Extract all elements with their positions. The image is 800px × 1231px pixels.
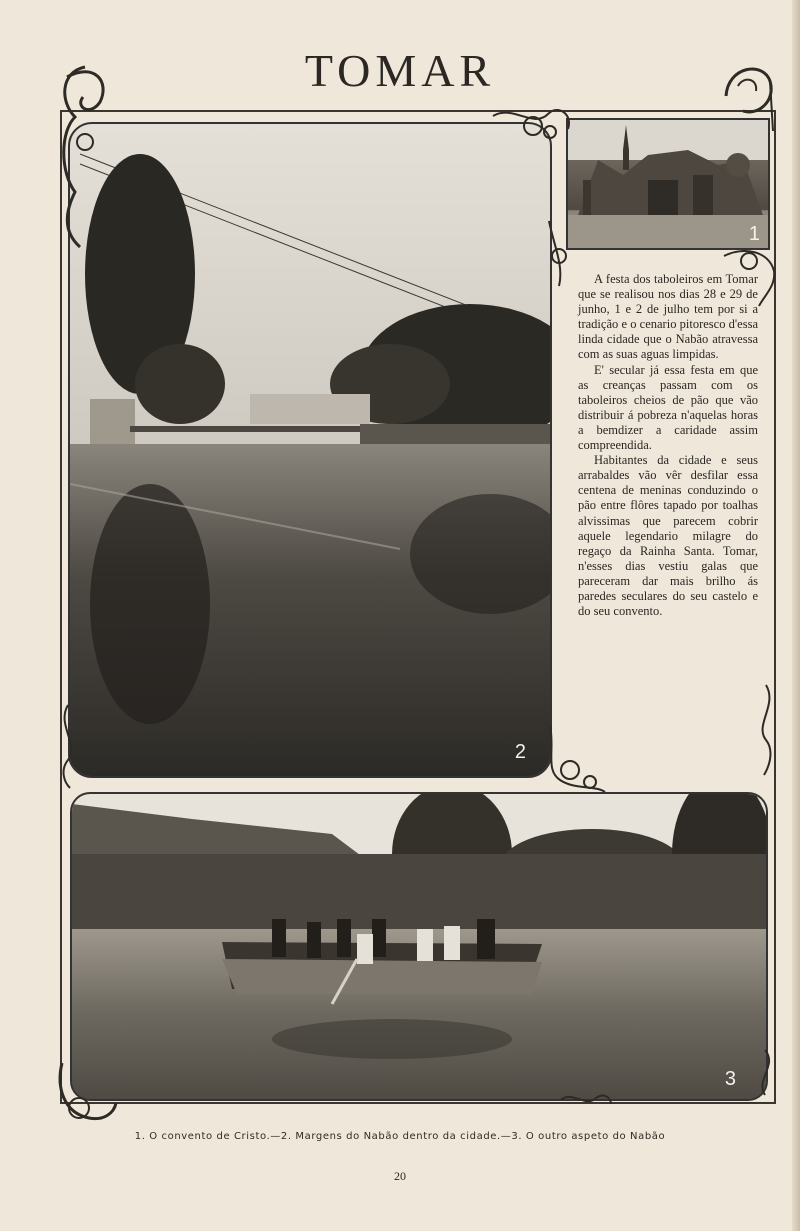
- corner-ornament-bottom-left: [54, 1058, 124, 1134]
- corner-ornament-bottom-right: [750, 1045, 780, 1105]
- side-ornament-right: [754, 680, 778, 780]
- photo-number-3: 3: [724, 1068, 736, 1090]
- floral-ornament-bottom-center: [556, 1090, 616, 1112]
- river-town-illustration: [70, 124, 550, 776]
- page-number: 20: [394, 1169, 406, 1183]
- article-paragraph: Habitantes da cidade e seus arrabaldes vão vêr desfilar essa centena de meninas conduzindo o pão entre flôres tapado por toalhas alvissimas que parecem cobrir aquele legendario milagre do regaço da Rainha Santa. Tomar, n'esses dias vestiu galas que pareceram dar mais brilho ás paredes seculares do seu castelo e do seu convento.: [578, 453, 758, 619]
- side-ornament-left: [56, 700, 80, 790]
- page-title: TOMAR: [304, 45, 496, 96]
- river-boat-illustration: [72, 794, 766, 1099]
- article-text: [578, 272, 758, 619]
- page-binding-edge: [792, 0, 800, 1231]
- article-paragraph: E' secular já essa festa em que as creanças passam com os taboleiros cheios de pão que vão distribuir á pobreza n'aquelas horas a bemdizer a caridade assim compreendida.: [578, 362, 758, 453]
- corner-ornament-top-right: [718, 56, 778, 136]
- corner-ornament-top-left: [55, 62, 115, 252]
- photo-river-boat: [70, 792, 768, 1101]
- photo-caption: 1. O convento de Cristo.—2. Margens do Nabão dentro da cidade.—3. O outro aspeto do Nabão: [134, 1131, 666, 1142]
- photo-number-1: 1: [748, 223, 760, 245]
- photo-number-2: 2: [514, 741, 526, 763]
- floral-ornament-middle: [540, 720, 620, 800]
- floral-ornament-top-center: [488, 104, 578, 148]
- photo-river-town: [68, 122, 552, 778]
- article-paragraph: A festa dos taboleiros em Tomar que se realisou nos dias 28 e 29 de junho, 1 e 2 de julho tem por si a tradição e o cenario pitoresco d'essa linda cidade que o Nabão atravessa com as suas aguas limpidas.: [578, 272, 758, 362]
